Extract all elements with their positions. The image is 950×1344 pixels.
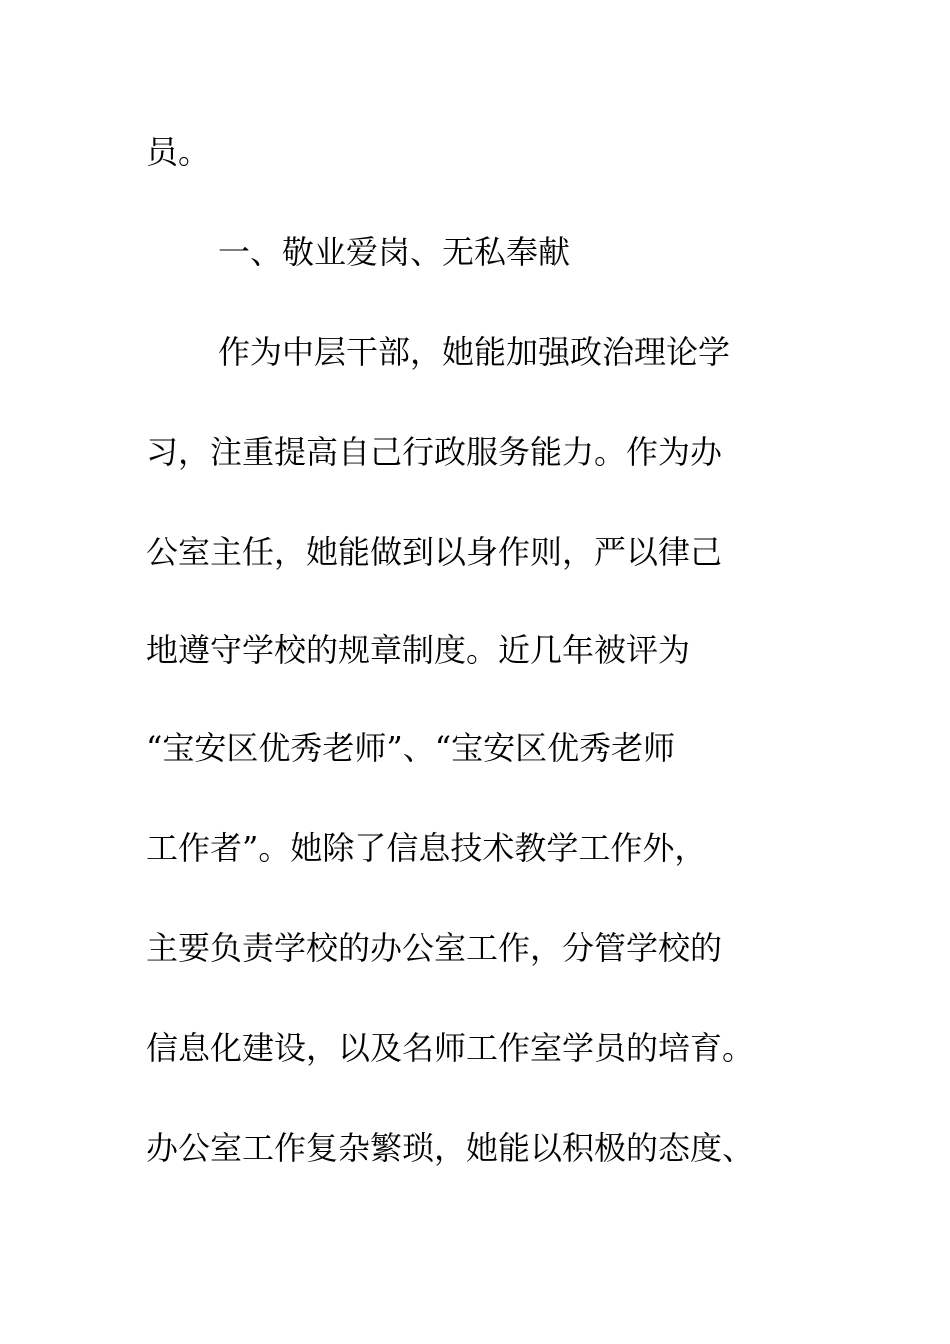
text-line-9: 主要负责学校的办公室工作，分管学校的 xyxy=(146,929,723,967)
text-line-8: 工作者”。她除了信息技术教学工作外， xyxy=(146,829,707,867)
text-line-10: 信息化建设，以及名师工作室学员的培育。 xyxy=(146,1029,755,1067)
text-line-4: 习，注重提高自己行政服务能力。作为办 xyxy=(146,433,723,471)
section-heading: 一、敬业爱岗、无私奉献 xyxy=(218,233,571,271)
text-line-1: 员。 xyxy=(146,133,211,171)
text-line-11: 办公室工作复杂繁琐，她能以积极的态度、 xyxy=(146,1129,755,1167)
text-line-5: 公室主任，她能做到以身作则，严以律己 xyxy=(146,533,723,571)
text-line-6: 地遵守学校的规章制度。近几年被评为 xyxy=(146,631,691,669)
text-line-3: 作为中层干部，她能加强政治理论学 xyxy=(218,333,731,371)
text-line-7: “宝安区优秀老师”、“宝安区优秀老师 xyxy=(146,729,676,767)
